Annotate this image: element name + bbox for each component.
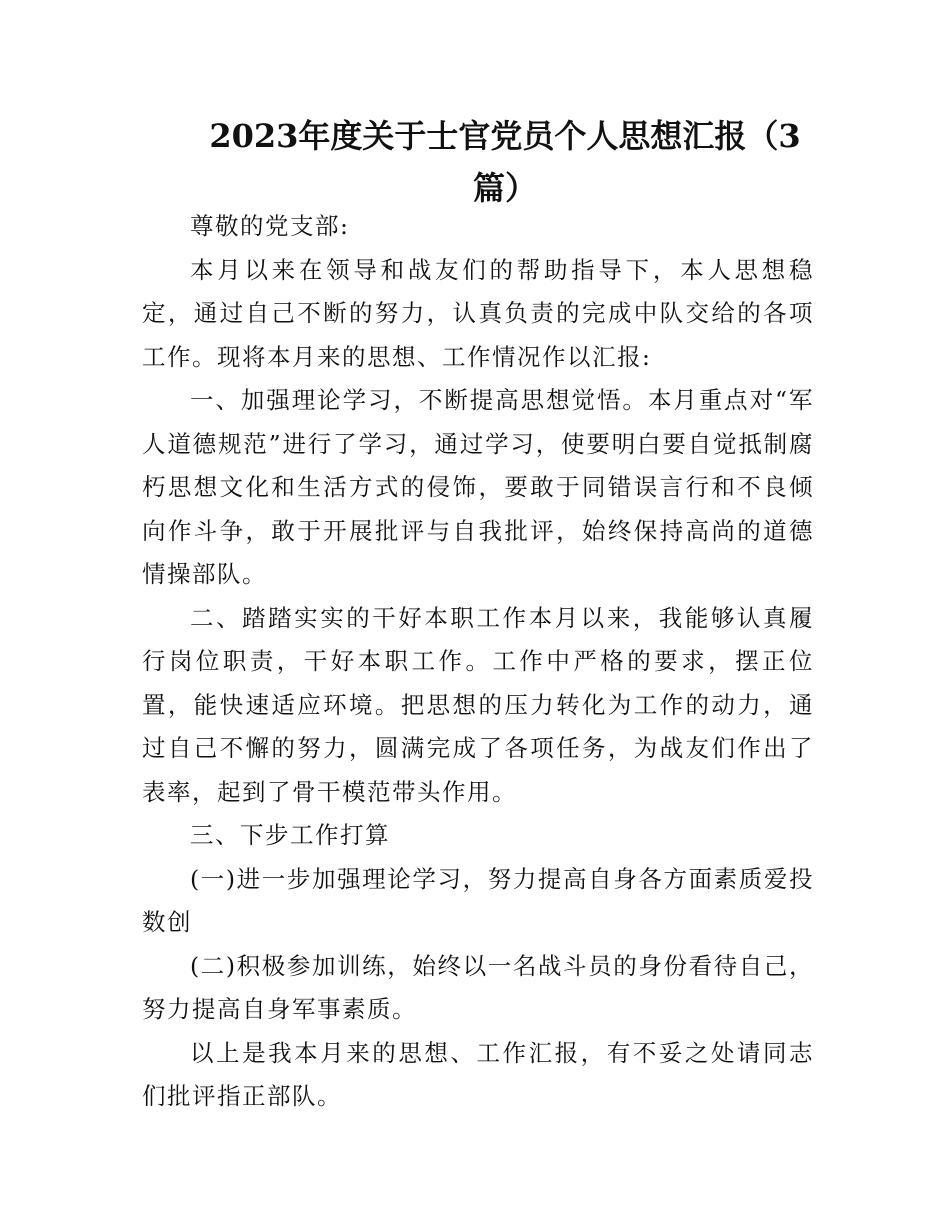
document-body bbox=[142, 205, 814, 1119]
paragraph-intro: 本月以来在领导和战友们的帮助指导下，本人思想稳定，通过自己不断的努力，认真负责的完成中队交给的各项工作。现将本月来的思想、工作情况作以汇报: bbox=[142, 255, 814, 371]
paragraph-work: 二、踏踏实实的干好本职工作本月以来，我能够认真履行岗位职责，干好本职工作。工作中严格的要求，摆正位置，能快速适应环境。把思想的压力转化为工作的动力，通过自己不懈的努力，圆满完成了各项任务，为战友们作出了表率，起到了骨干模范带头作用。 bbox=[142, 603, 814, 806]
salutation: 尊敬的党支部: bbox=[190, 212, 350, 240]
closing-paragraph: 以上是我本月来的思想、工作汇报，有不妥之处请同志们批评指正部队。 bbox=[142, 1038, 814, 1110]
plan-item-2: (二)积极参加训练，始终以一名战斗员的身份看待自己，努力提高自身军事素质。 bbox=[142, 951, 814, 1023]
document-title: 2023年度关于士官党员个人思想汇报（3篇） bbox=[209, 117, 801, 207]
plan-item-1: (一)进一步加强理论学习，努力提高自身各方面素质爱投数创 bbox=[142, 864, 814, 936]
heading-next-plan: 三、下步工作打算 bbox=[190, 821, 390, 849]
paragraph-theory-study: 一、加强理论学习，不断提高思想觉悟。本月重点对“军人道德规范”进行了学习，通过学习，使要明白要自觉抵制腐朽思想文化和生活方式的侵饰，要敢于同错误言行和不良倾向作斗争，敢于开展批评与自我批评，始终保持高尚的道德情操部队。 bbox=[142, 386, 814, 588]
